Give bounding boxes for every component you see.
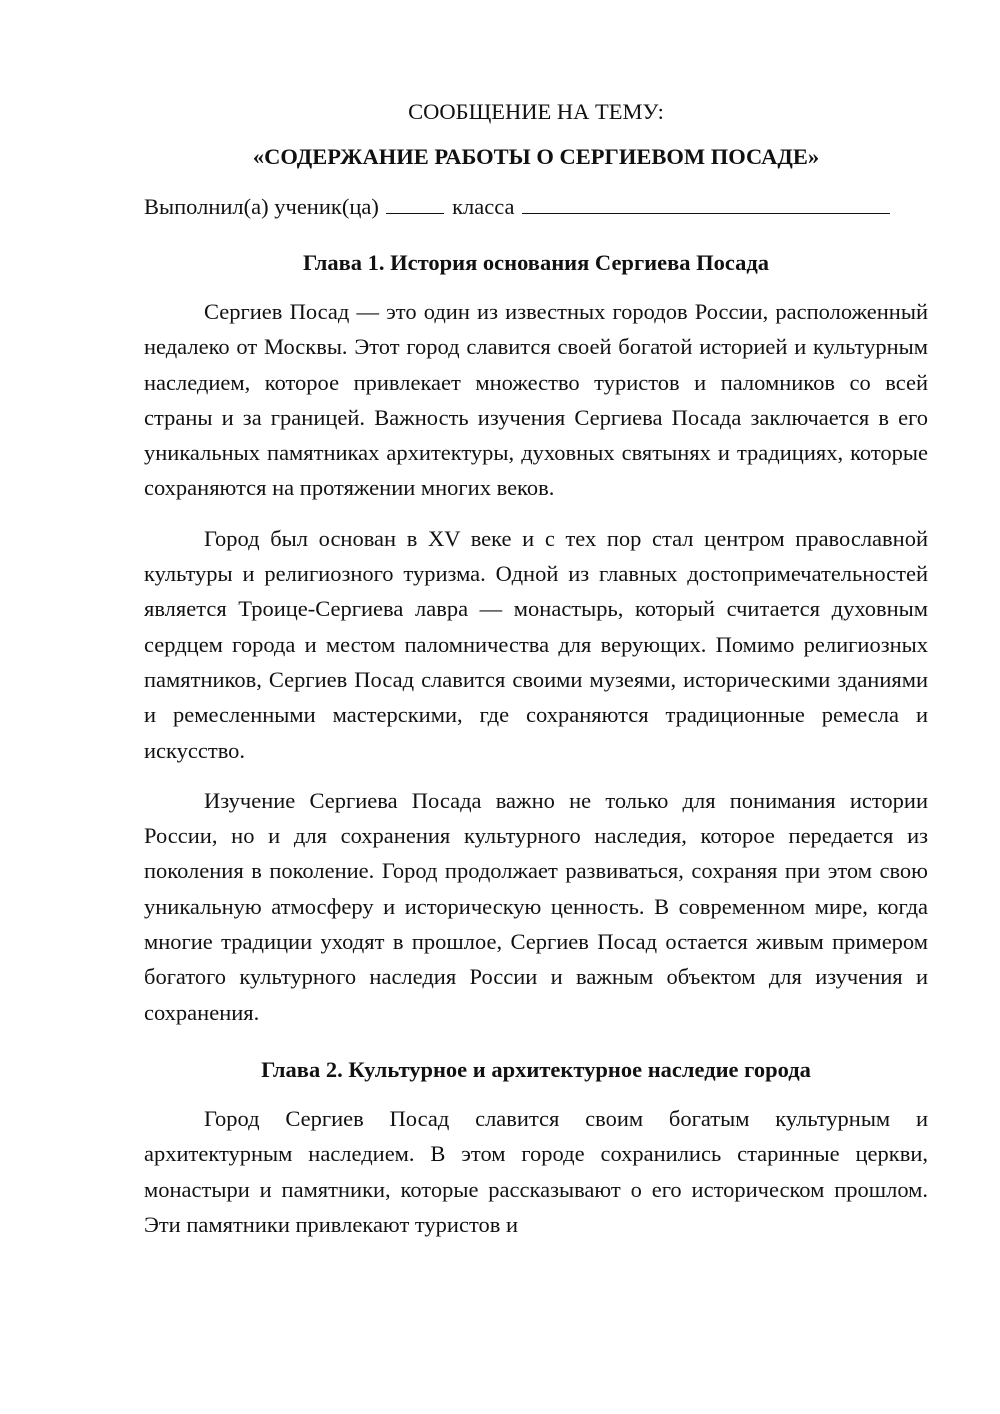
chapter-2-title: Глава 2. Культурное и архитектурное наследие города xyxy=(261,1056,811,1082)
document-subtitle: СООБЩЕНИЕ НА ТЕМУ: xyxy=(408,99,664,124)
chapter-2-paragraph: Город Сергиев Посад славится своим богатым культурным и архитектурным наследием. В этом городе сохранились старинные церкви, монастыри и памятники, которые рассказывают о его историческом прошлом. Эти памятники привлекают туристов и xyxy=(144,1105,928,1237)
chapter-1-paragraph: Сергиев Посад — это один из известных городов России, расположенный недалеко от Москвы. Этот город славится своей богатой историей и культурным наследием, которое привлекает множество туристов и паломников со всей страны и за границей. Важность изучения Сергиева Посада заключается в его уникальных памятниках архитектуры, духовных святынях и традициях, которые сохраняются на протяжении многих веков. xyxy=(144,299,928,501)
author-line xyxy=(144,189,928,224)
chapter-1-paragraph: Изучение Сергиева Посада важно не только для понимания истории России, но и для сохранения культурного наследия, которое передается из поколения в поколение. Город продолжает развиваться, сохраняя при этом свою уникальную атмосферу и историческую ценность. В современном мире, когда многие традиции уходят в прошлое, Сергиев Посад остается живым примером богатого культурного наследия России и важным объектом для изучения и сохранения. xyxy=(144,787,928,1025)
document-content xyxy=(144,94,928,1257)
author-label: Выполнил(а) ученик(ца) xyxy=(144,194,379,219)
chapter-1-paragraph: Город был основан в XV веке и с тех пор стал центром православной культуры и религиозного туризма. Одной из главных достопримечательностей является Троице-Сергиева лавра — монастырь, который считается духовным сердцем города и местом паломничества для верующих. Помимо религиозных памятников, Сергиев Посад славится своими музеями, историческими зданиями и ремесленными мастерскими, где сохраняются традиционные ремесла и искусство. xyxy=(144,525,928,763)
name-blank xyxy=(522,191,890,214)
document-title: «СОДЕРЖАНИЕ РАБОТЫ О СЕРГИЕВОМ ПОСАДЕ» xyxy=(252,144,820,169)
class-label: класса xyxy=(452,194,515,219)
grade-blank xyxy=(386,191,444,214)
chapter-1-title: Глава 1. История основания Сергиева Посада xyxy=(302,250,770,275)
